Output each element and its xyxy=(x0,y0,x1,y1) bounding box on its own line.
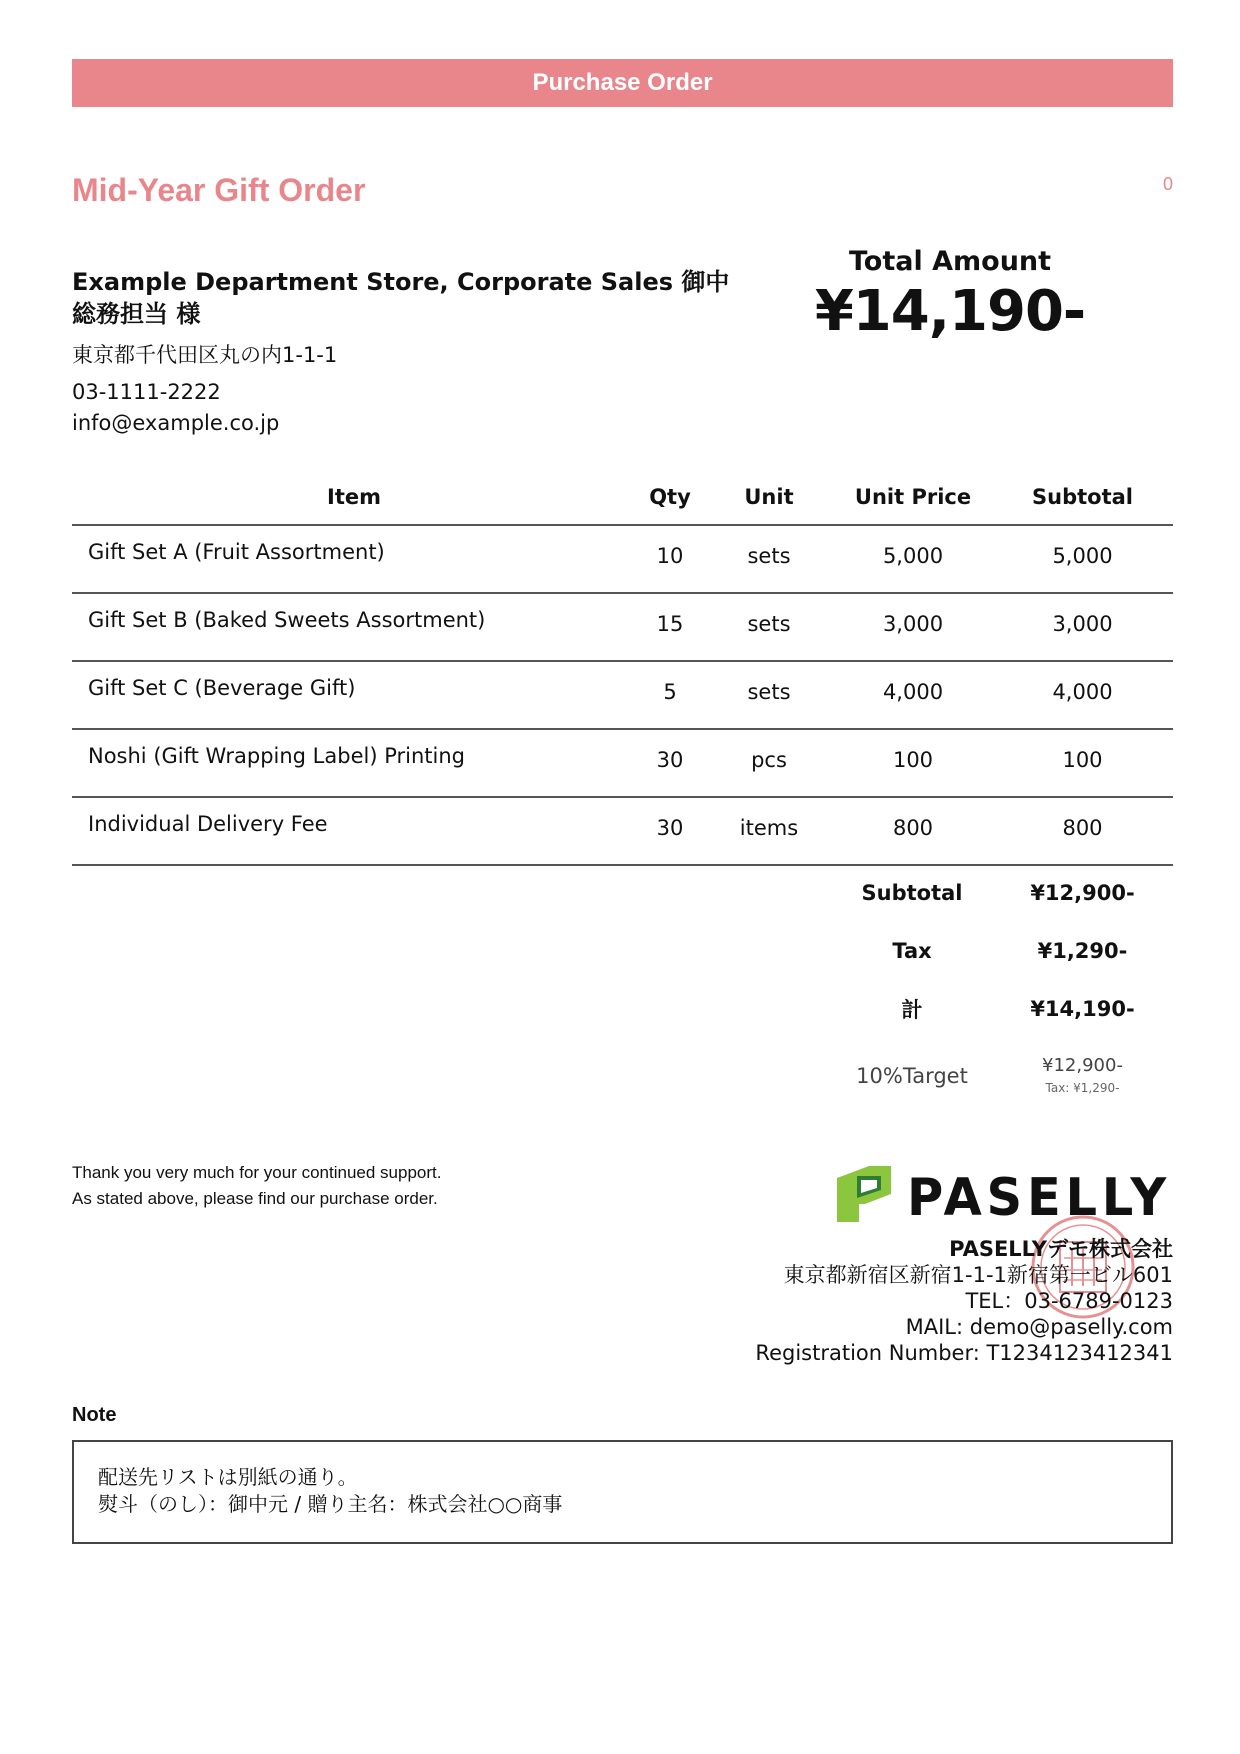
items-table-header xyxy=(72,470,1173,525)
table-row xyxy=(72,729,1173,797)
table-row xyxy=(72,797,1173,865)
note-line-2: 熨斗（のし）：御中元 / 贈り主名：株式会社○○商事 xyxy=(98,1492,563,1516)
summary-subtotal-row xyxy=(832,864,1173,922)
item-qty: 15 xyxy=(636,593,704,661)
item-subtotal: 3,000 xyxy=(992,593,1173,661)
item-unit-price: 800 xyxy=(834,797,992,865)
recipient-name: Example Department Store, Corporate Sales 御中 総務担当 様 xyxy=(72,268,730,328)
summary-tax-row xyxy=(832,922,1173,980)
item-name: Gift Set C (Beverage Gift) xyxy=(72,661,636,729)
item-unit: items xyxy=(704,797,834,865)
summary-tax-label: Tax xyxy=(892,939,932,963)
header-unit-price: Unit Price xyxy=(834,470,992,525)
tax-target-cell xyxy=(992,1038,1173,1114)
recipient-block xyxy=(72,266,742,439)
item-unit: pcs xyxy=(704,729,834,797)
summary-tax-value: ¥1,290- xyxy=(1037,939,1128,963)
total-amount-label: Total Amount xyxy=(848,246,1052,277)
summary-subtotal-value: ¥12,900- xyxy=(1030,881,1135,905)
note-box xyxy=(72,1440,1173,1544)
issuer-tel: TEL：03-6789-0123 xyxy=(965,1289,1173,1313)
tax-target-label: 10%Target xyxy=(856,1064,968,1088)
thanks-message xyxy=(72,1160,441,1212)
issuer-block xyxy=(755,1236,1173,1366)
item-name: Individual Delivery Fee xyxy=(72,797,636,865)
total-amount-value: ¥14,190- xyxy=(814,279,1086,344)
tax-target-tax: Tax: ¥1,290- xyxy=(1045,1081,1120,1095)
note-label: Note xyxy=(72,1404,117,1426)
thanks-line-2: As stated above, please find our purchase order. xyxy=(72,1189,438,1208)
header-qty: Qty xyxy=(636,470,704,525)
summary-total-value: ¥14,190- xyxy=(1030,997,1135,1021)
items-table xyxy=(72,470,1173,866)
header-subtotal: Subtotal xyxy=(992,470,1173,525)
issuer-registration: Registration Number: T1234123412341 xyxy=(755,1341,1173,1365)
tax-target-amount: ¥12,900- xyxy=(1042,1055,1123,1076)
item-unit: sets xyxy=(704,593,834,661)
item-unit-price: 3,000 xyxy=(834,593,992,661)
table-row xyxy=(72,593,1173,661)
logo-wordmark: PASELLY xyxy=(907,1168,1171,1226)
table-row xyxy=(72,525,1173,593)
issuer-address: 東京都新宿区新宿1-1-1新宿第一ビル601 xyxy=(783,1263,1173,1287)
item-unit: sets xyxy=(704,661,834,729)
recipient-email: info@example.co.jp xyxy=(72,411,280,435)
item-subtotal: 4,000 xyxy=(992,661,1173,729)
header-item: Item xyxy=(72,470,636,525)
banner-title: Purchase Order xyxy=(72,59,1173,107)
item-name: Noshi (Gift Wrapping Label) Printing xyxy=(72,729,636,797)
item-unit-price: 5,000 xyxy=(834,525,992,593)
document-title: Mid-Year Gift Order xyxy=(72,172,366,208)
issuer-mail: MAIL: demo@paselly.com xyxy=(905,1315,1173,1339)
recipient-address: 東京都千代田区丸の内1-1-1 xyxy=(72,343,338,367)
item-subtotal: 800 xyxy=(992,797,1173,865)
item-subtotal: 100 xyxy=(992,729,1173,797)
item-unit: sets xyxy=(704,525,834,593)
item-qty: 30 xyxy=(636,729,704,797)
thanks-line-1: Thank you very much for your continued support. xyxy=(72,1163,442,1182)
summary-table xyxy=(832,864,1173,1114)
table-row xyxy=(72,661,1173,729)
summary-total-label: 計 xyxy=(901,998,923,1022)
note-text xyxy=(98,1464,562,1518)
item-unit-price: 4,000 xyxy=(834,661,992,729)
summary-subtotal-label: Subtotal xyxy=(861,881,963,905)
item-qty: 10 xyxy=(636,525,704,593)
summary-tax-target-row xyxy=(832,1038,1173,1114)
header-unit: Unit xyxy=(704,470,834,525)
recipient-phone: 03-1111-2222 xyxy=(72,380,221,404)
document-number: 0 xyxy=(1162,174,1173,194)
item-qty: 5 xyxy=(636,661,704,729)
issuer-name: PASELLYデモ株式会社 xyxy=(949,1237,1173,1261)
summary-total-row xyxy=(832,980,1173,1038)
note-line-1: 配送先リストは別紙の通り。 xyxy=(98,1465,358,1489)
item-qty: 30 xyxy=(636,797,704,865)
item-name: Gift Set B (Baked Sweets Assortment) xyxy=(72,593,636,661)
item-name: Gift Set A (Fruit Assortment) xyxy=(72,525,636,593)
item-subtotal: 5,000 xyxy=(992,525,1173,593)
item-unit-price: 100 xyxy=(834,729,992,797)
total-amount-box xyxy=(800,244,1100,344)
